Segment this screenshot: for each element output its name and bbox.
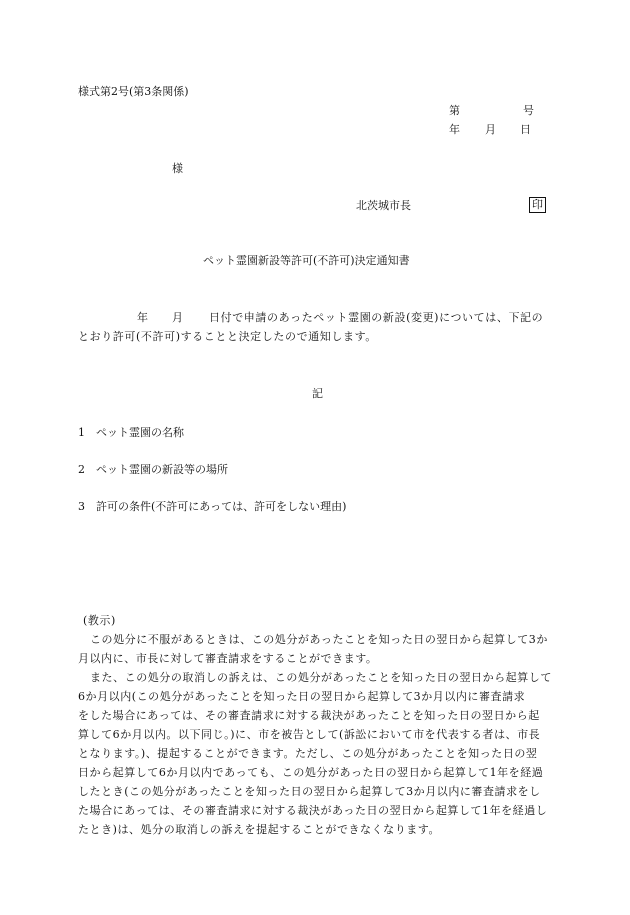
notice-line: たとき)は、処分の取消しの訴えを提起することができなくなります。 xyxy=(78,823,441,836)
body-line-1: 日付で申請のあったペット霊園の新設(変更)については、下記の xyxy=(209,311,544,324)
seal-stamp-box xyxy=(529,197,546,213)
notice-line: 6か月以内(この処分があったことを知った日の翌日から起算して3か月以内に審査請求 xyxy=(78,690,526,703)
form-label: 様式第2号(第3条関係) xyxy=(78,85,189,98)
notice-line: となります。)、提起することができます。ただし、この処分があったことを知った日の翌 xyxy=(78,747,538,760)
body-year-label: 年 xyxy=(137,311,149,324)
body-line-2: とおり許可(不許可)することと決定したので通知します。 xyxy=(78,330,377,343)
ki-heading: 記 xyxy=(312,387,323,400)
item-name: 1 ペット霊園の名称 xyxy=(78,426,184,439)
notice-line: 日から起算して6か月以内であっても、この処分があった日の翌日から起算して1年を経過 xyxy=(78,766,544,779)
document-number-prefix: 第 xyxy=(449,104,460,117)
item-conditions: 3 許可の条件(不許可にあっては、許可をしない理由) xyxy=(78,500,347,513)
addressee-honorific: 様 xyxy=(172,162,183,175)
date-year-label: 年 xyxy=(449,123,460,136)
issuer-name: 北茨城市長 xyxy=(356,199,411,212)
document-title: ペット霊園新設等許可(不許可)決定通知書 xyxy=(203,254,410,267)
date-month-label: 月 xyxy=(485,123,496,136)
notice-line: 算して6か月以内。以下同じ。)に、市を被告として(訴訟において市を代表する者は、市長 xyxy=(78,728,541,741)
item-location: 2 ペット霊園の新設等の場所 xyxy=(78,463,228,476)
notice-line: た場合にあっては、その審査請求に対する裁決があった日の翌日から起算して1年を経過し xyxy=(78,804,548,817)
notice-line: 月以内に、市長に対して審査請求をすることができます。 xyxy=(78,652,378,665)
seal-label: 印 xyxy=(532,198,543,211)
document-number-suffix: 号 xyxy=(523,104,534,117)
notice-line: この処分に不服があるときは、この処分があったことを知った日の翌日から起算して3か xyxy=(90,633,548,646)
notice-line: したとき(この処分があったことを知った日の翌日から起算して3か月以内に審査請求をし xyxy=(78,785,541,798)
body-month-label: 月 xyxy=(172,311,184,324)
notice-heading: (教示) xyxy=(83,614,116,627)
notice-line: をした場合にあっては、その審査請求に対する裁決があったことを知った日の翌日から起 xyxy=(78,709,540,722)
notice-line: また、この処分の取消しの訴えは、この処分があったことを知った日の翌日から起算して xyxy=(90,671,552,684)
date-day-label: 日 xyxy=(520,123,531,136)
